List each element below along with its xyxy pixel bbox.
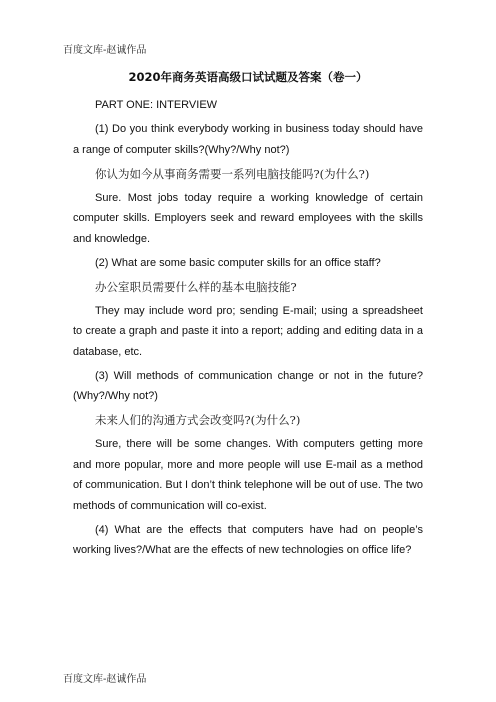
page-header: 百度文库-赵诚作品	[63, 45, 147, 56]
answer-2: They may include word pro; sending E-mail; using a spreadsheet to create a graph and paste it into a report; adding and editing data in a database, etc.	[73, 304, 423, 358]
question-2: (2) What are some basic computer skills for an office staff?	[95, 256, 381, 269]
question-4: (4) What are the effects that computers have had on people’s working lives?/What are the effects of new technologies on office life?	[73, 523, 423, 556]
section-heading: PART ONE: INTERVIEW	[95, 99, 218, 111]
document-body	[73, 95, 423, 564]
document-title: 2020年商务英语高级口试试题及答案（卷一）	[128, 70, 368, 84]
page-footer: 百度文库-赵诚作品	[63, 674, 147, 685]
answer-1: Sure. Most jobs today require a working knowledge of certain computer skills. Employers seek and reward employees with the skills and knowledge.	[73, 191, 423, 245]
question-2-chinese: 办公室职员需要什么样的基本电脑技能?	[95, 279, 297, 294]
question-3-chinese: 未来人们的沟通方式会改变吗?(为什么?)	[95, 413, 301, 427]
answer-3: Sure, there will be some changes. With computers getting more and more popular, more and more people will use E-mail as a method of communication. But I don’t think telephone will be out of use. The two methods of communication will co-exist.	[73, 438, 423, 512]
question-3: (3) Will methods of communication change or not in the future?(Why?/Why not?)	[73, 369, 423, 402]
question-1-chinese: 你认为如今从事商务需要一系列电脑技能吗?(为什么?)	[95, 166, 370, 181]
question-1: (1) Do you think everybody working in business today should have a range of computer skills?(Why?/Why not?)	[73, 123, 423, 156]
